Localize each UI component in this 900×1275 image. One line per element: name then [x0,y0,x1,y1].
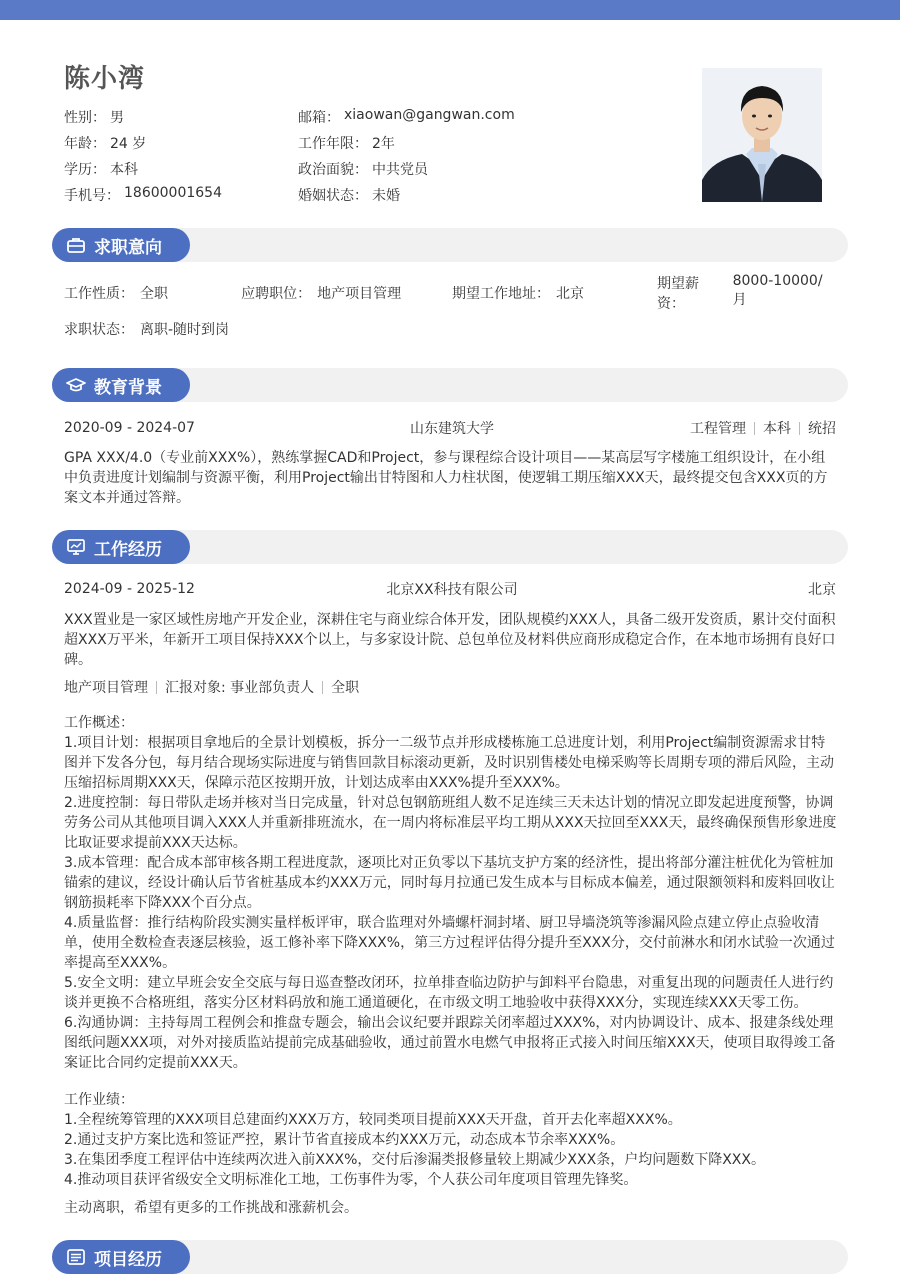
overview-title: 工作概述： [64,715,134,731]
info-label: 工作年限： [298,136,368,152]
work-job-type: 全职 [331,680,360,696]
top-accent-bar [0,0,900,20]
section-title: 教育背景 [94,377,162,398]
info-label: 邮箱： [298,110,340,126]
intent-label: 期望薪资： [656,276,699,312]
intent-position [241,283,452,303]
divider [754,422,755,435]
section-header-work [52,530,848,564]
info-education [64,159,298,179]
leave-reason: 主动离职，希望有更多的工作挑战和涨薪机会。 [64,1200,358,1216]
overview-item: 2.进度控制：每日带队走场并核对当日完成量，针对总包钢筋班组人数不足连续三天未达计划的情况立即发起进度预警，协调劳务公司从其他项目调入XXX人并重新排班流水，在一周内将标准层平均工期从XXX天拉回至XXX天，最终确保预售形象进度比取证要求提前XXX天达标。 [64,795,837,851]
overview-item: 4.质量监督：推行结构阶段实测实量样板评审，联合监理对外墙螺杆洞封堵、厨卫导墙浇筑等渗漏风险点建立停止点验收清单，使用全数检查表逐层核验，返工修补率下降XXX%，第三方过程评估得分提升至XXX分，交付前淋水和闭水试验一次通过率提高至XXX%。 [64,915,835,971]
divider [322,681,323,694]
overview-item: 3.成本管理：配合成本部审核各期工程进度款，逐项比对正负零以下基坑支护方案的经济性，提出将部分灌注桩优化为管桩加锚索的建议，经设计确认后节省桩基成本约XXX万元，同时每月拉通已发生成本与目标成本偏差，通过限额领料和废料回收让钢筋损耗率下降XXX个百分点。 [64,855,835,911]
info-marital [298,185,400,205]
section-header-project [52,1240,848,1274]
info-value: xiaowan@gangwan.com [344,107,515,123]
achievements-title: 工作业绩： [64,1092,134,1108]
info-label: 性别： [64,110,106,126]
info-value: 中共党员 [372,162,428,178]
list-icon [66,1247,86,1267]
achievement-item: 4.推动项目获评省级安全文明标准化工地，工伤事件为零，个人获公司年度项目管理先锋奖。 [64,1172,638,1188]
avatar-portrait-icon [702,68,822,202]
intent-value: 离职-随时到岗 [140,322,230,338]
section-pill [52,228,190,262]
overview-item: 5.安全文明：建立早班会安全交底与每日巡查整改闭环，拉单排查临边防护与卸料平台隐患，对重复出现的问题责任人进行约谈并更换不合格班组，落实分区材料码放和施工通道硬化，在市级文明工地验收中获得XXX分，实现连续XXX天零工伤。 [64,975,834,1011]
company-intro: XXX置业是一家区域性房地产开发企业，深耕住宅与商业综合体开发，团队规模约XXX人，具备二级开发资质，累计交付面积超XXX万平米，年新开工项目保持XXX个以上，与多家设计院、总包单位及材料供应商形成稳定合作，在本地市场拥有良好口碑。 [64,612,836,668]
monitor-icon [66,537,86,557]
education-school: 山东建筑大学 [410,421,494,437]
info-age [64,133,298,153]
education-description: GPA XXX/4.0（专业前XXX%），熟练掌握CAD和Project，参与课程综合设计项目——某高层写字楼施工组织设计，在小组中负责进度计划编制与资源平衡，利用Project输出甘特图和人力柱状图，使逻辑工期压缩XXX天，最终提交包含XXX页的方案文本并通过答辩。 [64,450,828,506]
info-email [298,107,515,127]
info-label: 婚姻状态： [298,188,368,204]
section-title: 工作经历 [94,539,162,560]
intent-salary [657,273,836,313]
overview-item: 1.项目计划：根据项目拿地后的全景计划模板，拆分一二级节点并形成楼栋施工总进度计划，利用Project编制资源需求甘特图并下发各分包，每月结合现场实际进度与销售回款目标滚动更新，及时识别售楼处电梯采购等长周期专项的滞后风险，主动压缩招标周期XXX天，保障示范区按期开放，计划达成率由XXX%提升至XXX%。 [64,735,834,791]
achievement-item: 3.在集团季度工程评估中连续两次进入前XXX%，交付后渗漏类报修量较上期减少XXX条，户均问题数下降XXX。 [64,1152,765,1168]
work-header-row [64,578,836,600]
intent-type [64,283,241,303]
section-header-education [52,368,848,402]
intent-row-1 [64,273,836,312]
info-political [298,159,428,179]
info-gender [64,107,298,127]
basic-info-grid [64,104,624,208]
info-value: 24 岁 [110,136,147,152]
work-achievements [64,1090,839,1190]
info-row [64,156,624,182]
section-header-intent [52,228,848,262]
work-report-to: 汇报对象: 事业部负责人 [165,680,315,696]
info-phone [64,185,298,205]
info-value: 本科 [110,162,138,178]
education-period: 2020-09 - 2024-07 [64,420,195,436]
section-pill [52,530,190,564]
info-value: 男 [110,110,124,126]
info-value: 未婚 [372,188,400,204]
intent-value: 北京 [556,286,585,302]
education-degree: 本科 [763,421,791,437]
info-label: 政治面貌： [298,162,368,178]
section-pill [52,368,190,402]
info-work-years [298,133,395,153]
graduation-cap-icon [66,375,86,395]
divider [156,681,157,694]
education-enroll: 统招 [808,421,836,437]
intent-row-2 [64,318,836,340]
info-label: 手机号： [64,188,120,204]
info-row [64,182,624,208]
intent-label: 求职状态： [64,322,134,338]
intent-status [64,319,229,339]
section-pill [52,1240,190,1274]
intent-city [452,283,657,303]
achievement-item: 2.通过支护方案比选和签证严控，累计节省直接成本约XXX万元，动态成本节余率XXX%。 [64,1132,625,1148]
intent-label: 期望工作地址： [452,286,551,302]
intent-value: 全职 [140,286,168,302]
education-tags [690,418,836,438]
achievement-item: 1.全程统筹管理的XXX项目总建面约XXX万方，较同类项目提前XXX天开盘，首开去化率超XXX%。 [64,1112,682,1128]
work-overview [64,713,839,1073]
info-label: 年龄： [64,136,106,152]
info-value: 2年 [372,136,395,152]
info-label: 学历： [64,162,106,178]
info-row [64,130,624,156]
info-row [64,104,624,130]
briefcase-icon [66,235,86,255]
intent-value: 8000-10000/月 [732,273,823,308]
work-company: 北京XX科技有限公司 [386,582,518,598]
education-header-row [64,417,836,439]
education-major: 工程管理 [690,421,746,437]
section-title: 求职意向 [94,237,162,258]
divider [799,422,800,435]
candidate-name: 陈小湾 [64,64,146,94]
overview-item: 6.沟通协调：主持每周工程例会和推盘专题会，输出会议纪要并跟踪关闭率超过XXX%，对内协调设计、成本、报建条线处理图纸问题XXX项，对外对接质监站提前完成基础验收，通过前置水电燃气申报将正式接入时间压缩XXX天，使项目取得竣工备案证比合同约定提前XXX天。 [64,1015,836,1071]
intent-label: 工作性质： [64,286,134,302]
info-value: 18600001654 [124,185,222,201]
work-tags-row [64,677,836,697]
intent-label: 应聘职位： [241,286,312,302]
work-role: 地产项目管理 [64,680,148,696]
avatar [702,68,822,202]
section-title: 项目经历 [94,1249,162,1270]
work-period: 2024-09 - 2025-12 [64,581,195,597]
intent-value: 地产项目管理 [317,286,402,302]
work-city: 北京 [808,582,836,598]
